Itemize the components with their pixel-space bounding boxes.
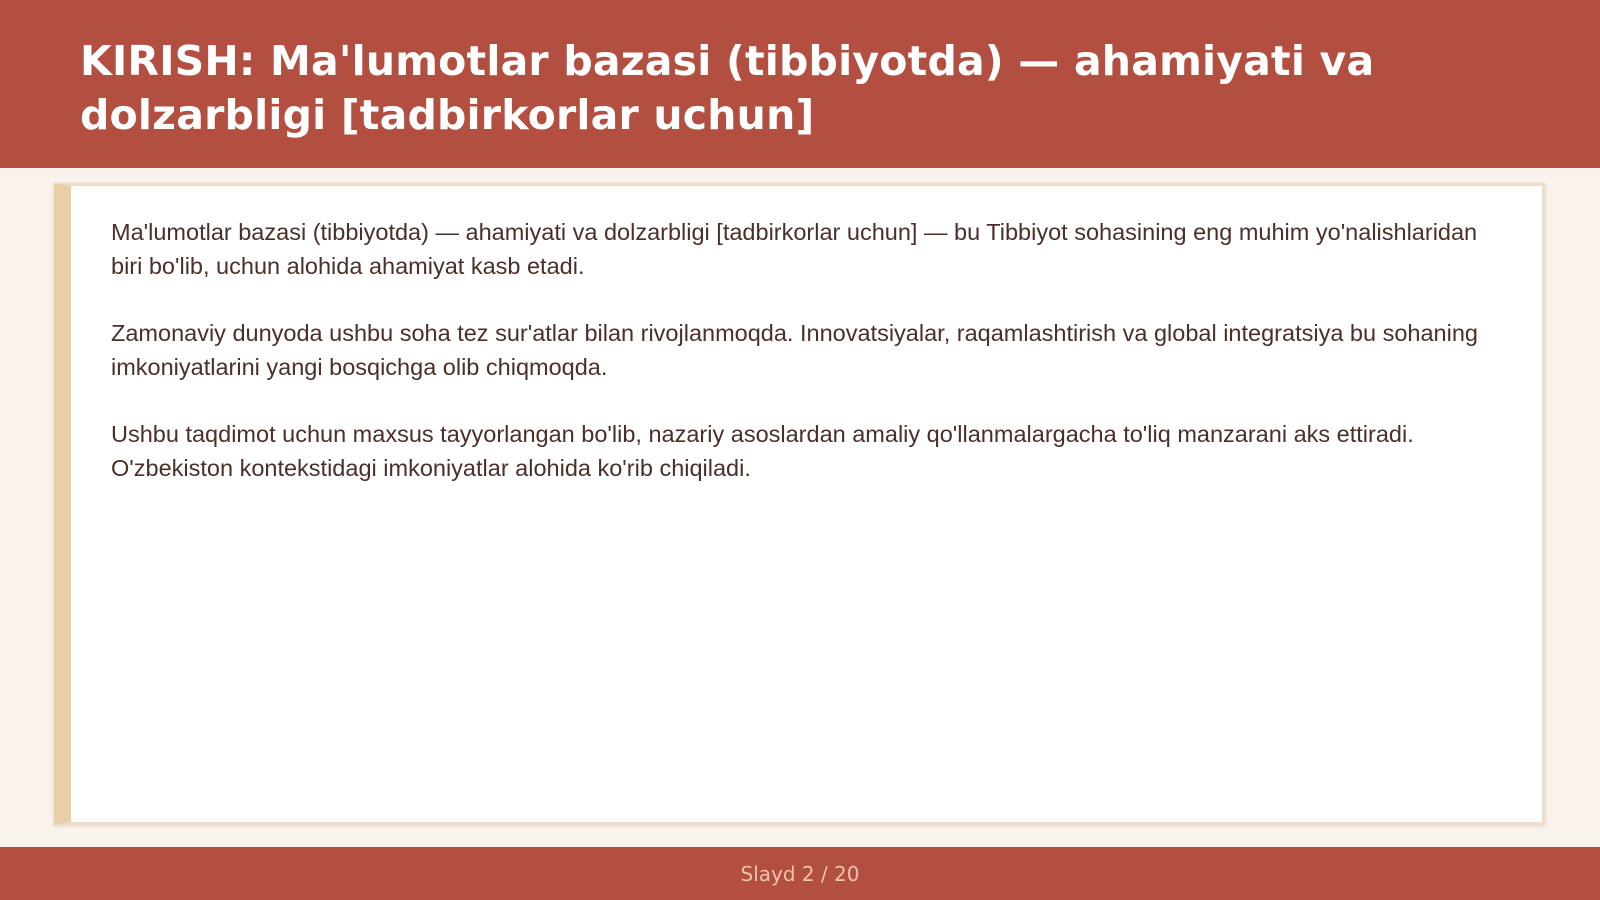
content-card <box>54 183 1545 825</box>
purpose-paragraph: Ushbu taqdimot uchun maxsus tayyorlangan bo'lib, nazariy asoslardan amaliy qo'llanmalargacha to'liq manzarani aks ettiradi. O'zbekiston kontekstidagi imkoniyatlar alohida ko'rib chiqiladi. <box>111 421 1414 481</box>
slide-header <box>0 0 1600 168</box>
slide-title: KIRISH: Ma'lumotlar bazasi (tibbiyotda) — ahamiyati va dolzarbligi [tadbirkorlar uchun] <box>80 37 1375 139</box>
slide-footer <box>0 847 1600 900</box>
slide-counter: Slayd 2 / 20 <box>740 861 860 886</box>
context-paragraph: Zamonaviy dunyoda ushbu soha tez sur'atlar bilan rivojlanmoqda. Innovatsiyalar, raqamlashtirish va global integratsiya bu sohaning imkoniyatlarini yangi bosqichga olib chiqmoqda. <box>111 320 1478 380</box>
intro-paragraph: Ma'lumotlar bazasi (tibbiyotda) — ahamiyati va dolzarbligi [tadbirkorlar uchun] — bu Tibbiyot sohasining eng muhim yo'nalishlaridan biri bo'lib, uchun alohida ahamiyat kasb etadi. <box>111 219 1478 279</box>
